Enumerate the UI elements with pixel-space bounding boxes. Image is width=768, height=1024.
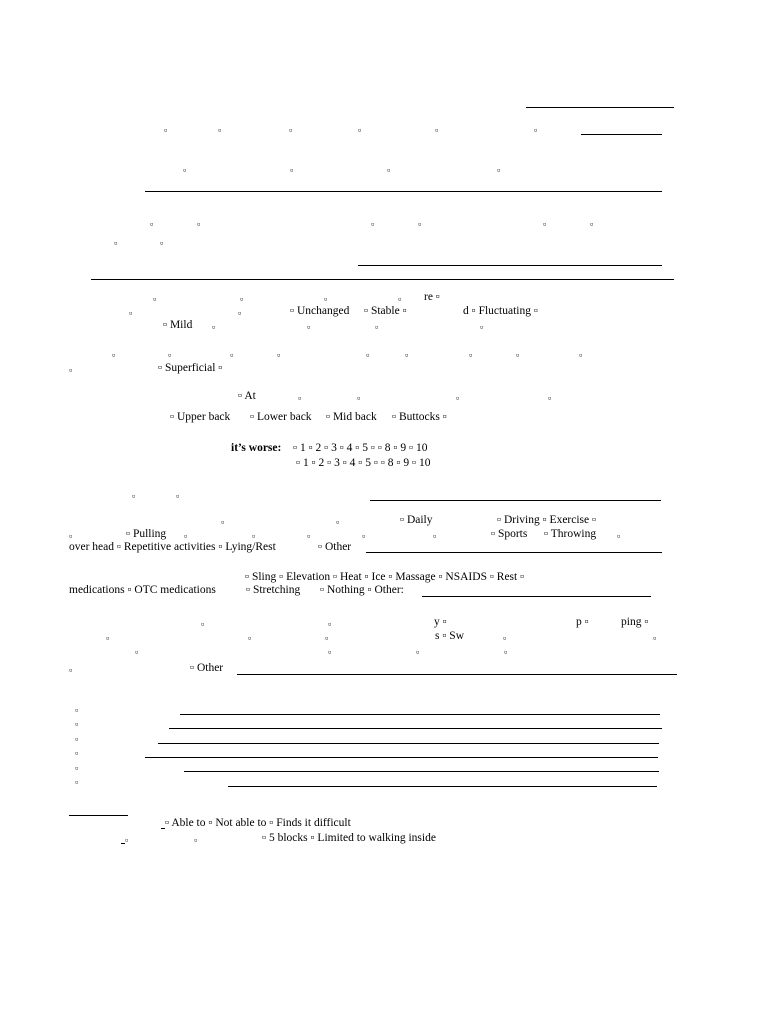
checkbox[interactable]: ▫ (418, 219, 422, 229)
checkbox[interactable]: ▫ (69, 365, 73, 375)
relieving-row-1[interactable]: ▫ Sling ▫ Elevation ▫ Heat ▫ Ice ▫ Massage ▫ NSAIDS ▫ Rest ▫ (245, 571, 525, 583)
checkbox[interactable]: ▫ (75, 719, 79, 729)
option-ping[interactable]: ping ▫ (621, 616, 649, 628)
option-y[interactable]: y ▫ (434, 616, 447, 628)
checkbox[interactable]: ▫ (617, 531, 621, 541)
checkbox[interactable]: ▫ (112, 350, 116, 360)
checkbox[interactable]: ▫ (362, 531, 366, 541)
option-nothing-other[interactable]: ▫ Nothing ▫ Other: (320, 584, 404, 596)
checkbox[interactable]: ▫ (358, 125, 362, 135)
checkbox[interactable]: ▫ (218, 125, 222, 135)
option-superficial[interactable]: ▫ Superficial ▫ (158, 362, 223, 374)
checkbox[interactable]: ▫ (125, 835, 129, 845)
checkbox[interactable]: ▫ (69, 531, 73, 541)
checkbox[interactable]: ▫ (433, 531, 437, 541)
checkbox[interactable]: ▫ (75, 748, 79, 758)
checkbox[interactable]: ▫ (387, 165, 391, 175)
option-medications[interactable]: medications ▫ OTC medications (69, 584, 216, 596)
checkbox[interactable]: ▫ (324, 294, 328, 304)
checkbox[interactable]: ▫ (168, 350, 172, 360)
answer-line[interactable] (184, 771, 659, 772)
answer-line[interactable] (422, 596, 651, 597)
option-p[interactable]: p ▫ (576, 616, 589, 628)
checkbox[interactable]: ▫ (579, 350, 583, 360)
checkbox[interactable]: ▫ (153, 294, 157, 304)
pain-scale-row-2[interactable]: ▫ 1 ▫ 2 ▫ 3 ▫ 4 ▫ 5 ▫ ▫ 8 ▫ 9 ▫ 10 (296, 457, 431, 469)
option-unchanged[interactable]: ▫ Unchanged (290, 305, 350, 317)
checkbox[interactable]: ▫ (201, 619, 205, 629)
checkbox[interactable]: ▫ (176, 491, 180, 501)
checkbox[interactable]: ▫ (435, 125, 439, 135)
option-over-head[interactable]: over head ▫ Repetitive activities ▫ Lying/Rest (69, 541, 276, 553)
option-stretching[interactable]: ▫ Stretching (246, 584, 301, 596)
function-able-row[interactable]: ▫ Able to ▫ Not able to ▫ Finds it difficult (165, 817, 351, 829)
checkbox[interactable]: ▫ (114, 238, 118, 248)
option-stable[interactable]: ▫ Stable ▫ (364, 305, 407, 317)
checkbox[interactable]: ▫ (75, 777, 79, 787)
checkbox[interactable]: ▫ (534, 125, 538, 135)
option-buttocks[interactable]: ▫ Buttocks ▫ (392, 411, 447, 423)
checkbox[interactable]: ▫ (69, 665, 73, 675)
checkbox[interactable]: ▫ (480, 322, 484, 332)
pain-scale-worse-label: it’s worse: (231, 442, 282, 454)
checkbox[interactable]: ▫ (75, 734, 79, 744)
option-driving-exercise[interactable]: ▫ Driving ▫ Exercise ▫ (497, 514, 597, 526)
checkbox[interactable]: ▫ (230, 350, 234, 360)
answer-line[interactable] (180, 714, 660, 715)
option-other-activities[interactable]: ▫ Other (190, 662, 224, 674)
answer-line[interactable] (228, 786, 657, 787)
option-other-aggravating[interactable]: ▫ Other (318, 541, 352, 553)
checkbox[interactable]: ▫ (516, 350, 520, 360)
checkbox[interactable]: ▫ (398, 294, 402, 304)
answer-line[interactable] (370, 500, 661, 501)
checkbox[interactable]: ▫ (197, 219, 201, 229)
checkbox[interactable]: ▫ (375, 322, 379, 332)
checkbox[interactable]: ▫ (357, 393, 361, 403)
answer-line[interactable] (169, 728, 662, 729)
checkbox[interactable]: ▫ (405, 350, 409, 360)
option-mid-back[interactable]: ▫ Mid back (326, 411, 377, 423)
checkbox[interactable]: ▫ (328, 647, 332, 657)
checkbox[interactable]: ▫ (212, 322, 216, 332)
progression-text-a: re ▫ (424, 291, 440, 303)
answer-line[interactable] (145, 191, 662, 192)
answer-line[interactable] (366, 552, 662, 553)
answer-line[interactable] (581, 134, 662, 135)
checkbox[interactable]: ▫ (221, 517, 225, 527)
checkbox[interactable]: ▫ (366, 350, 370, 360)
checkbox[interactable]: ▫ (456, 393, 460, 403)
checkbox[interactable]: ▫ (289, 125, 293, 135)
checkbox[interactable]: ▫ (277, 350, 281, 360)
option-pulling[interactable]: ▫ Pulling (126, 528, 167, 540)
checkbox[interactable]: ▫ (194, 835, 198, 845)
checkbox[interactable]: ▫ (290, 165, 294, 175)
checkbox[interactable]: ▫ (240, 294, 244, 304)
option-daily[interactable]: ▫ Daily (400, 514, 433, 526)
checkbox[interactable]: ▫ (503, 633, 507, 643)
option-upper-back[interactable]: ▫ Upper back (170, 411, 231, 423)
checkbox[interactable]: ▫ (135, 647, 139, 657)
checkbox[interactable]: ▫ (75, 763, 79, 773)
option-lower-back[interactable]: ▫ Lower back (250, 411, 312, 423)
checkbox[interactable]: ▫ (183, 165, 187, 175)
checkbox[interactable]: ▫ (75, 705, 79, 715)
option-sw[interactable]: s ▫ Sw (435, 630, 465, 642)
checkbox[interactable]: ▫ (497, 165, 501, 175)
checkbox[interactable]: ▫ (371, 219, 375, 229)
checkbox[interactable]: ▫ (307, 531, 311, 541)
pain-scale-row-1[interactable]: ▫ 1 ▫ 2 ▫ 3 ▫ 4 ▫ 5 ▫ ▫ 8 ▫ 9 ▫ 10 (293, 442, 428, 454)
answer-line[interactable] (358, 265, 662, 266)
checkbox[interactable]: ▫ (548, 393, 552, 403)
checkbox[interactable]: ▫ (106, 633, 110, 643)
function-walk-row[interactable]: ▫ 5 blocks ▫ Limited to walking inside (262, 832, 436, 844)
top-line-1 (526, 107, 674, 108)
checkbox[interactable]: ▫ (238, 308, 242, 318)
checkbox[interactable]: ▫ (184, 531, 188, 541)
checkbox[interactable]: ▫ (164, 125, 168, 135)
checkbox[interactable]: ▫ (653, 633, 657, 643)
answer-line[interactable] (145, 757, 658, 758)
option-fluctuating[interactable]: d ▫ Fluctuating ▫ (463, 305, 538, 317)
checkbox[interactable]: ▫ (160, 238, 164, 248)
checkbox[interactable]: ▫ (129, 308, 133, 318)
checkbox[interactable]: ▫ (336, 517, 340, 527)
answer-line[interactable] (158, 743, 659, 744)
option-throwing[interactable]: ▫ Throwing (544, 528, 597, 540)
option-mild[interactable]: ▫ Mild (163, 319, 193, 331)
option-sports[interactable]: ▫ Sports (491, 528, 528, 540)
section-divider (91, 279, 674, 280)
checkbox[interactable]: ▫ (469, 350, 473, 360)
checkbox[interactable]: ▫ (328, 619, 332, 629)
checkbox[interactable]: ▫ (590, 219, 594, 229)
option-at[interactable]: ▫ At (238, 390, 256, 402)
checkbox[interactable]: ▫ (325, 633, 329, 643)
checkbox[interactable]: ▫ (132, 491, 136, 501)
checkbox[interactable]: ▫ (307, 322, 311, 332)
checkbox[interactable]: ▫ (416, 647, 420, 657)
checkbox[interactable]: ▫ (252, 531, 256, 541)
checkbox[interactable]: ▫ (248, 633, 252, 643)
checkbox[interactable]: ▫ (150, 219, 154, 229)
checkbox[interactable]: ▫ (504, 647, 508, 657)
answer-line[interactable] (237, 674, 677, 675)
checkbox[interactable]: ▫ (543, 219, 547, 229)
checkbox[interactable]: ▫ (298, 393, 302, 403)
section-underline (69, 815, 128, 816)
